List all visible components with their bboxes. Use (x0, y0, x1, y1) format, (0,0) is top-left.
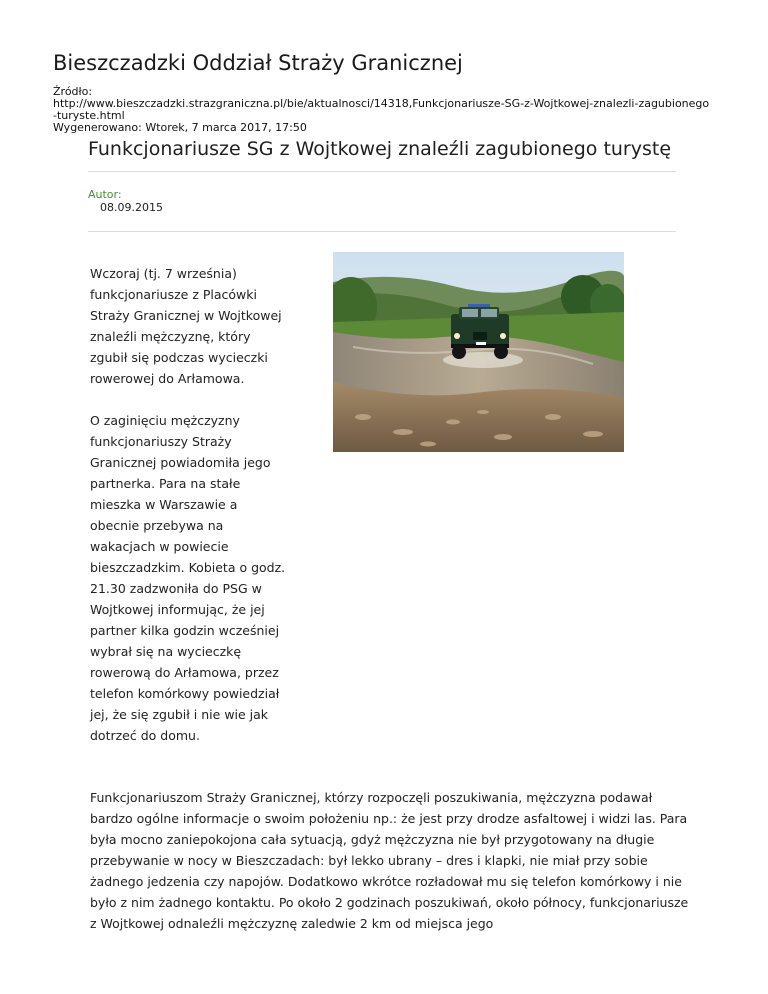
paragraph-3: Funkcjonariuszom Straży Granicznej, którzy rozpoczęli poszukiwania, mężczyzna podawał bardzo ogólne informacje o swoim położeniu np.: że jest przy drodze asfaltowej i widzi las. Para była mocno zaniepokojona cała sytuacją, gdyż mężczyzna nie był przygotowany na długie przebywanie w nocy w Bieszczadach: był lekko ubrany – dres i klapki, nie miał przy sobie żadnego jedzenia czy napojów. Dodatkowo wkrótce rozładował mu się telefon komórkowy i nie było z nim żadnego kontaktu. Po około 2 godzinach poszukiwań, około północy, funkcjonariusze z Wojtkowej odnaleźli mężczyznę zaledwie 2 km od miejsca jego (90, 790, 689, 931)
article-title: Funkcjonariusze SG z Wojtkowej znaleźli zagubionego turystę (88, 138, 672, 160)
author-label: Autor: (88, 188, 122, 201)
paragraph-2: O zaginięciu mężczyzny funkcjonariuszy Straży Granicznej powiadomiła jego partnerka. Para na stałe mieszka w Warszawie a obecnie przebywa na wakacjach w powiecie bieszczadzkim. Kobieta o godz. 21.30 zadzwoniła do PSG w Wojtkowej informując, że jej partner kilka godzin wcześniej wybrał się na wycieczkę rowerową do Arłamowa, przez telefon komórkowy powiedział jej, że się zgubił i nie wie jak dotrzeć do domu. (90, 413, 286, 743)
source-meta (53, 86, 713, 134)
article-body (90, 787, 690, 934)
generated-timestamp: Wygenerowano: Wtorek, 7 marca 2017, 17:50 (53, 121, 307, 134)
meta-divider (88, 231, 676, 232)
source-url[interactable]: http://www.bieszczadzki.strazgraniczna.pl/bie/aktualnosci/14318,Funkcjonariusze-SG-z-Wojtkowej-znalezli-zagubionego-turyste.html (53, 97, 710, 122)
title-divider (88, 171, 676, 172)
paragraph-1: Wczoraj (tj. 7 września) funkcjonariusze z Placówki Straży Granicznej w Wojtkowej znaleźli mężczyznę, który zgubił się podczas wycieczki rowerowej do Arłamowa. (90, 266, 282, 386)
site-title: Bieszczadzki Oddział Straży Granicznej (53, 51, 463, 75)
source-label: Źródło: (53, 85, 93, 98)
article-intro (90, 263, 290, 767)
article-photo (333, 252, 624, 452)
article-date: 08.09.2015 (100, 201, 163, 214)
